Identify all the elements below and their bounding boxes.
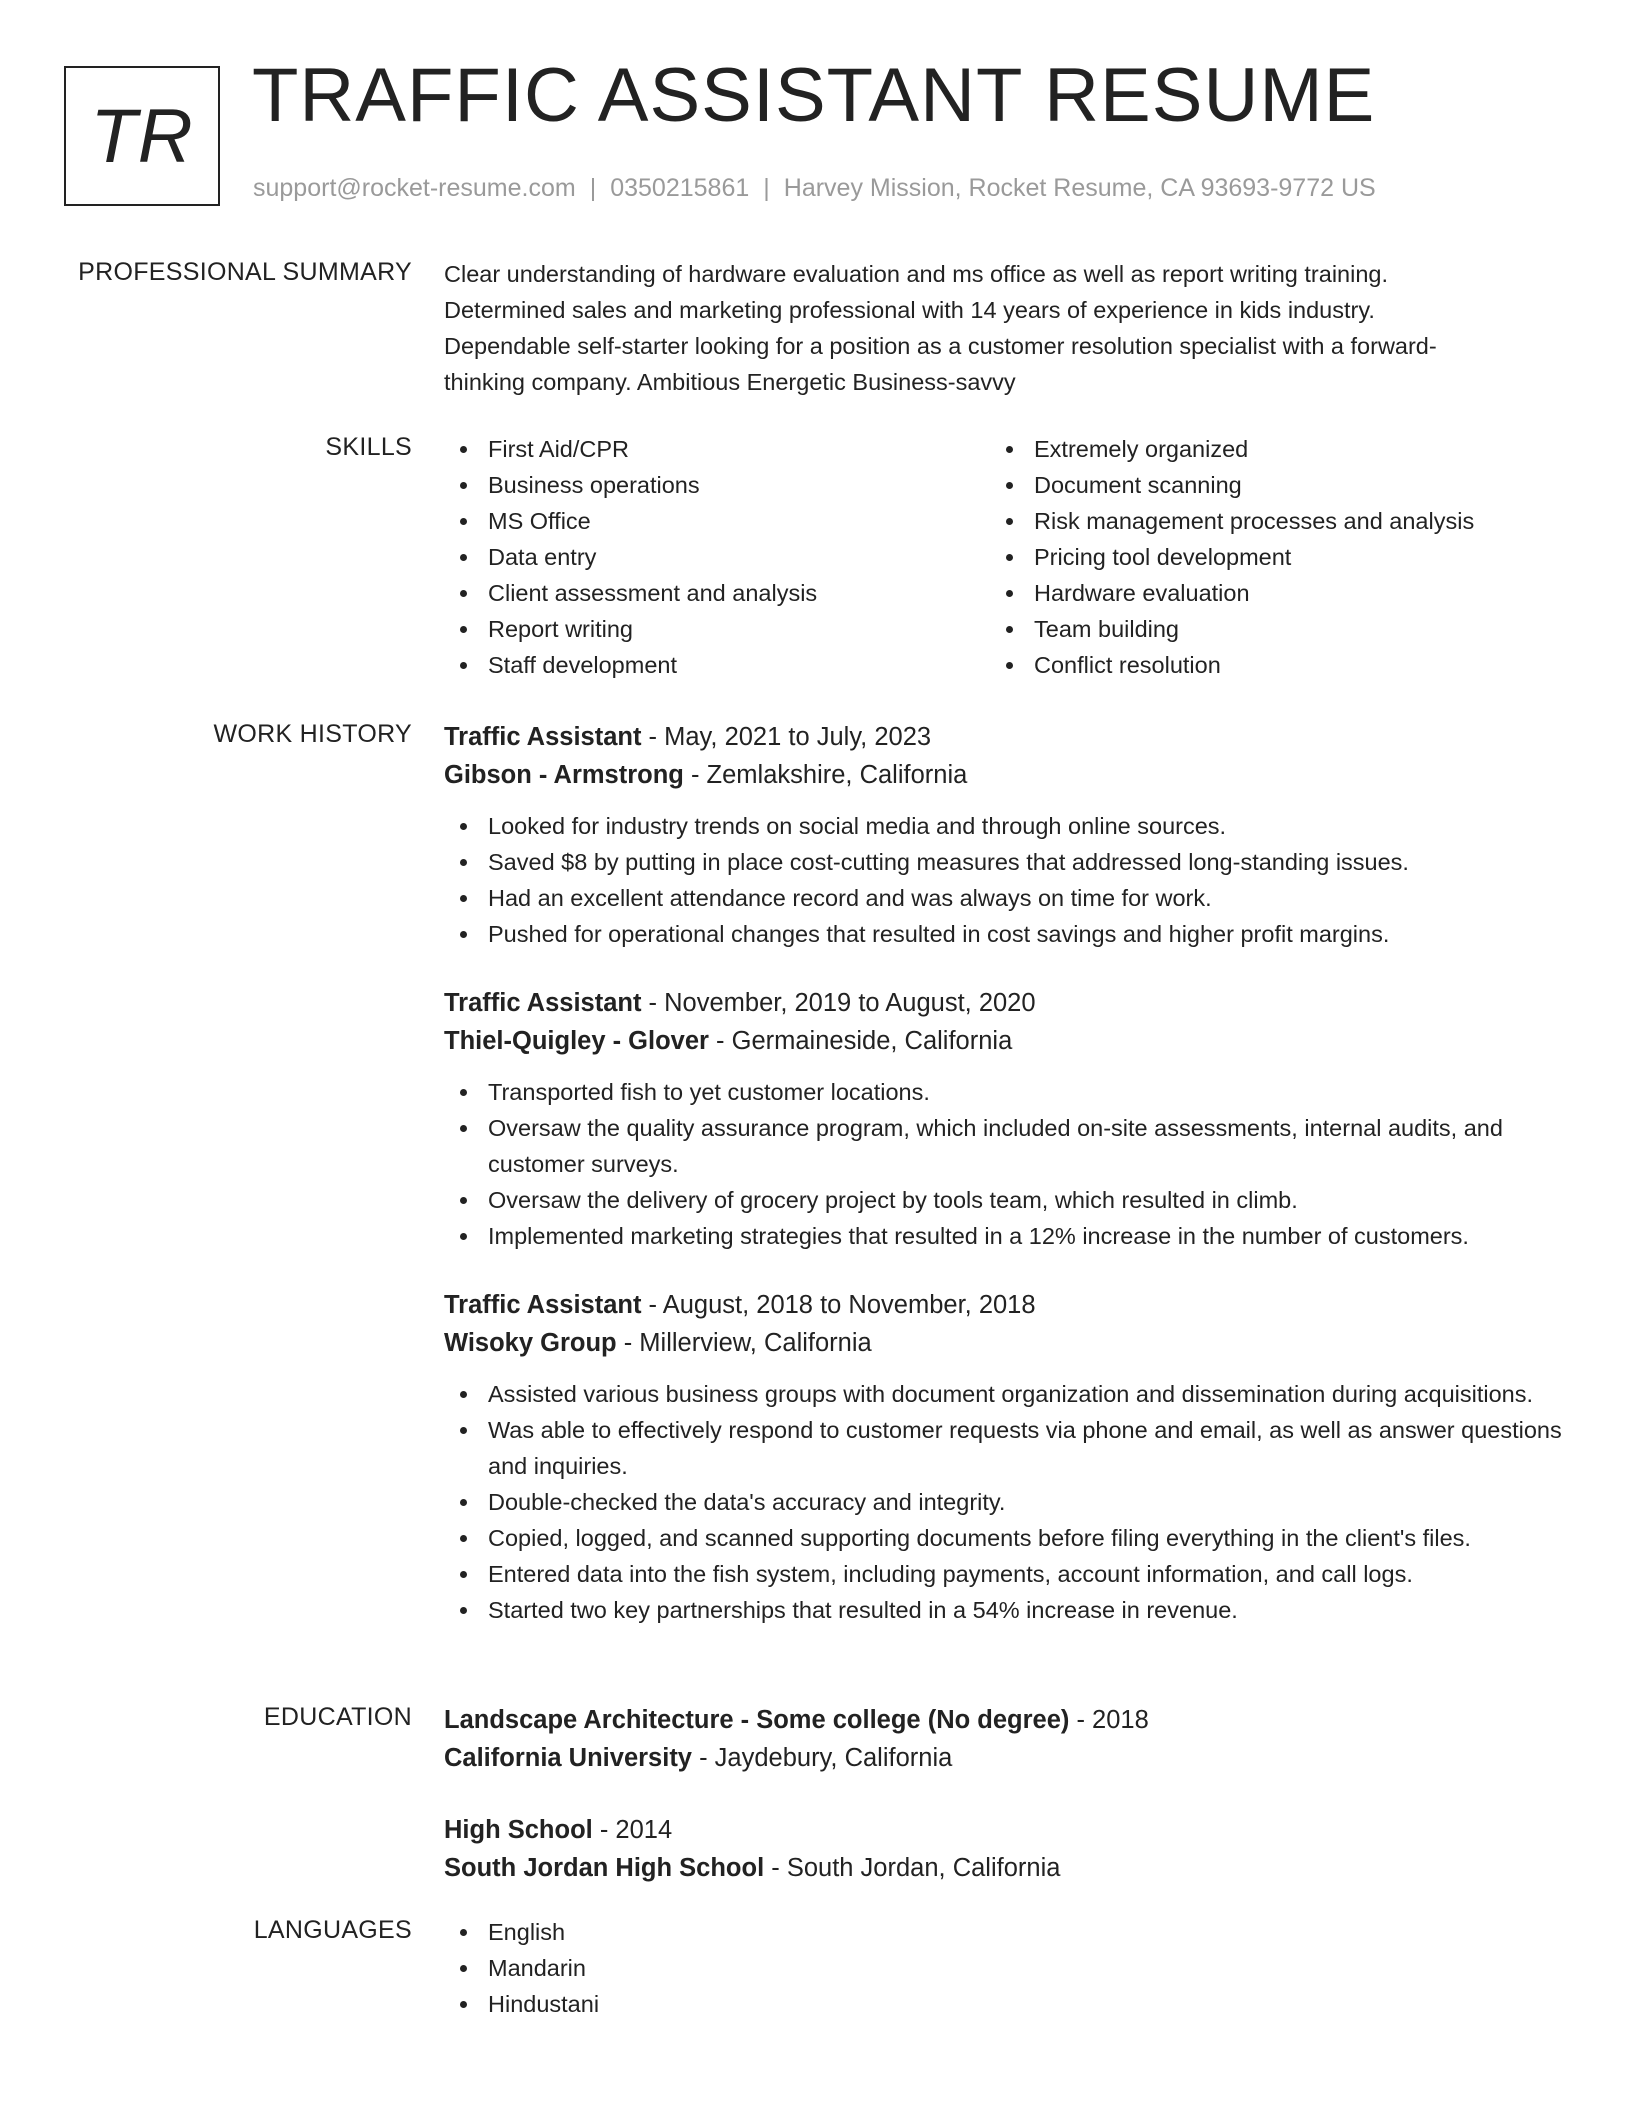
- skill-item: Hardware evaluation: [990, 575, 1536, 611]
- job-location: - Millerview, California: [616, 1329, 872, 1357]
- skill-item: Report writing: [444, 611, 990, 647]
- language-item: Hindustani: [444, 1986, 1564, 2022]
- education-year: - 2014: [592, 1816, 673, 1844]
- languages-bullets: [444, 1914, 1564, 2022]
- job-dates: - August, 2018 to November, 2018: [641, 1291, 1036, 1319]
- skill-item: Extremely organized: [990, 431, 1536, 467]
- job-location: - Germaineside, California: [708, 1027, 1013, 1055]
- education-location: - Jaydebury, California: [692, 1744, 953, 1772]
- skill-item: Pricing tool development: [990, 539, 1536, 575]
- section-label-work-history: WORK HISTORY: [213, 720, 412, 748]
- language-item: Mandarin: [444, 1950, 1564, 1986]
- job-bullet: Entered data into the fish system, including payments, account information, and call logs.: [444, 1556, 1564, 1592]
- job-company: Thiel-Quigley - Glover: [444, 1027, 709, 1055]
- job-bullet: Transported fish to yet customer locations.: [444, 1074, 1564, 1110]
- job-bullet: Oversaw the quality assurance program, which included on-site assessments, internal audits, and customer surveys.: [444, 1110, 1564, 1182]
- skill-item: MS Office: [444, 503, 990, 539]
- education-school-line: [444, 1849, 1564, 1887]
- skills-list: [444, 431, 1564, 683]
- job-entry: [444, 984, 1564, 1254]
- job-dates: - November, 2019 to August, 2020: [641, 989, 1036, 1017]
- job-title: Traffic Assistant: [444, 723, 642, 751]
- education-school-line: [444, 1739, 1564, 1777]
- contact-separator: |: [763, 174, 770, 202]
- job-bullets: [444, 808, 1564, 952]
- education-list: [444, 1701, 1564, 1887]
- job-bullets: [444, 1074, 1564, 1254]
- contact-line: [253, 174, 1376, 203]
- skill-item: Document scanning: [990, 467, 1536, 503]
- job-title: Traffic Assistant: [444, 989, 642, 1017]
- education-school: South Jordan High School: [444, 1854, 765, 1882]
- languages-list: [444, 1914, 1564, 2022]
- section-label-skills: SKILLS: [325, 433, 412, 461]
- education-entry: [444, 1701, 1564, 1777]
- work-history-list: [444, 718, 1564, 1628]
- monogram-text: TR: [90, 93, 194, 179]
- education-degree-line: [444, 1701, 1564, 1739]
- job-bullet: Oversaw the delivery of grocery project by tools team, which resulted in climb.: [444, 1182, 1564, 1218]
- education-location: - South Jordan, California: [764, 1854, 1061, 1882]
- skill-item: First Aid/CPR: [444, 431, 990, 467]
- skills-column-1: [444, 431, 990, 683]
- job-bullet: Implemented marketing strategies that resulted in a 12% increase in the number of customers.: [444, 1218, 1564, 1254]
- contact-email[interactable]: support@rocket-resume.com: [253, 174, 576, 202]
- job-bullet: Started two key partnerships that resulted in a 54% increase in revenue.: [444, 1592, 1564, 1628]
- summary-line: Determined sales and marketing professional with 14 years of experience in kids industry.: [444, 297, 1375, 323]
- job-title-line: [444, 718, 1564, 756]
- skill-item: Data entry: [444, 539, 990, 575]
- education-degree: High School: [444, 1816, 593, 1844]
- section-label-summary: PROFESSIONAL SUMMARY: [78, 258, 412, 286]
- education-degree: Landscape Architecture - Some college (No degree): [444, 1706, 1070, 1734]
- monogram-box: [64, 66, 220, 206]
- skill-item: Conflict resolution: [990, 647, 1536, 683]
- skill-item: Client assessment and analysis: [444, 575, 990, 611]
- job-company-line: [444, 756, 1564, 794]
- job-bullet: Looked for industry trends on social media and through online sources.: [444, 808, 1564, 844]
- skills-column-2: [990, 431, 1536, 683]
- job-bullet: Copied, logged, and scanned supporting documents before filing everything in the client's files.: [444, 1520, 1564, 1556]
- job-bullet: Was able to effectively respond to customer requests via phone and email, as well as answer questions and inquiries.: [444, 1412, 1564, 1484]
- contact-separator: |: [589, 174, 597, 202]
- job-title-line: [444, 984, 1564, 1022]
- skill-item: Risk management processes and analysis: [990, 503, 1536, 539]
- contact-address: Harvey Mission, Rocket Resume, CA 93693-9772 US: [783, 174, 1376, 202]
- education-degree-line: [444, 1811, 1564, 1849]
- job-company: Gibson - Armstrong: [444, 761, 684, 789]
- job-company-line: [444, 1324, 1564, 1362]
- education-year: - 2018: [1069, 1706, 1149, 1734]
- job-bullets: [444, 1376, 1564, 1628]
- summary-line: thinking company. Ambitious Energetic Business-savvy: [444, 369, 1016, 395]
- job-bullet: Double-checked the data's accuracy and integrity.: [444, 1484, 1564, 1520]
- skill-item: Team building: [990, 611, 1536, 647]
- job-company: Wisoky Group: [444, 1329, 617, 1357]
- summary-text: [444, 256, 1564, 400]
- job-title-line: [444, 1286, 1564, 1324]
- job-entry: [444, 718, 1564, 952]
- education-school: California University: [444, 1744, 692, 1772]
- job-bullet: Assisted various business groups with document organization and dissemination during acquisitions.: [444, 1376, 1564, 1412]
- section-label-languages: LANGUAGES: [253, 1916, 412, 1944]
- summary-line: Dependable self-starter looking for a position as a customer resolution specialist with a forward-: [444, 333, 1437, 359]
- section-label-education: EDUCATION: [263, 1703, 412, 1731]
- job-company-line: [444, 1022, 1564, 1060]
- summary-line: Clear understanding of hardware evaluation and ms office as well as report writing training.: [444, 261, 1388, 287]
- job-title: Traffic Assistant: [444, 1291, 642, 1319]
- contact-phone[interactable]: 0350215861: [610, 174, 750, 202]
- skill-item: Staff development: [444, 647, 990, 683]
- skill-item: Business operations: [444, 467, 990, 503]
- job-location: - Zemlakshire, California: [683, 761, 968, 789]
- resume-title: TRAFFIC ASSISTANT RESUME: [252, 53, 1376, 138]
- job-bullet: Had an excellent attendance record and was always on time for work.: [444, 880, 1564, 916]
- job-dates: - May, 2021 to July, 2023: [641, 723, 932, 751]
- job-bullet: Saved $8 by putting in place cost-cutting measures that addressed long-standing issues.: [444, 844, 1564, 880]
- language-item: English: [444, 1914, 1564, 1950]
- job-entry: [444, 1286, 1564, 1628]
- job-bullet: Pushed for operational changes that resulted in cost savings and higher profit margins.: [444, 916, 1564, 952]
- education-entry: [444, 1811, 1564, 1887]
